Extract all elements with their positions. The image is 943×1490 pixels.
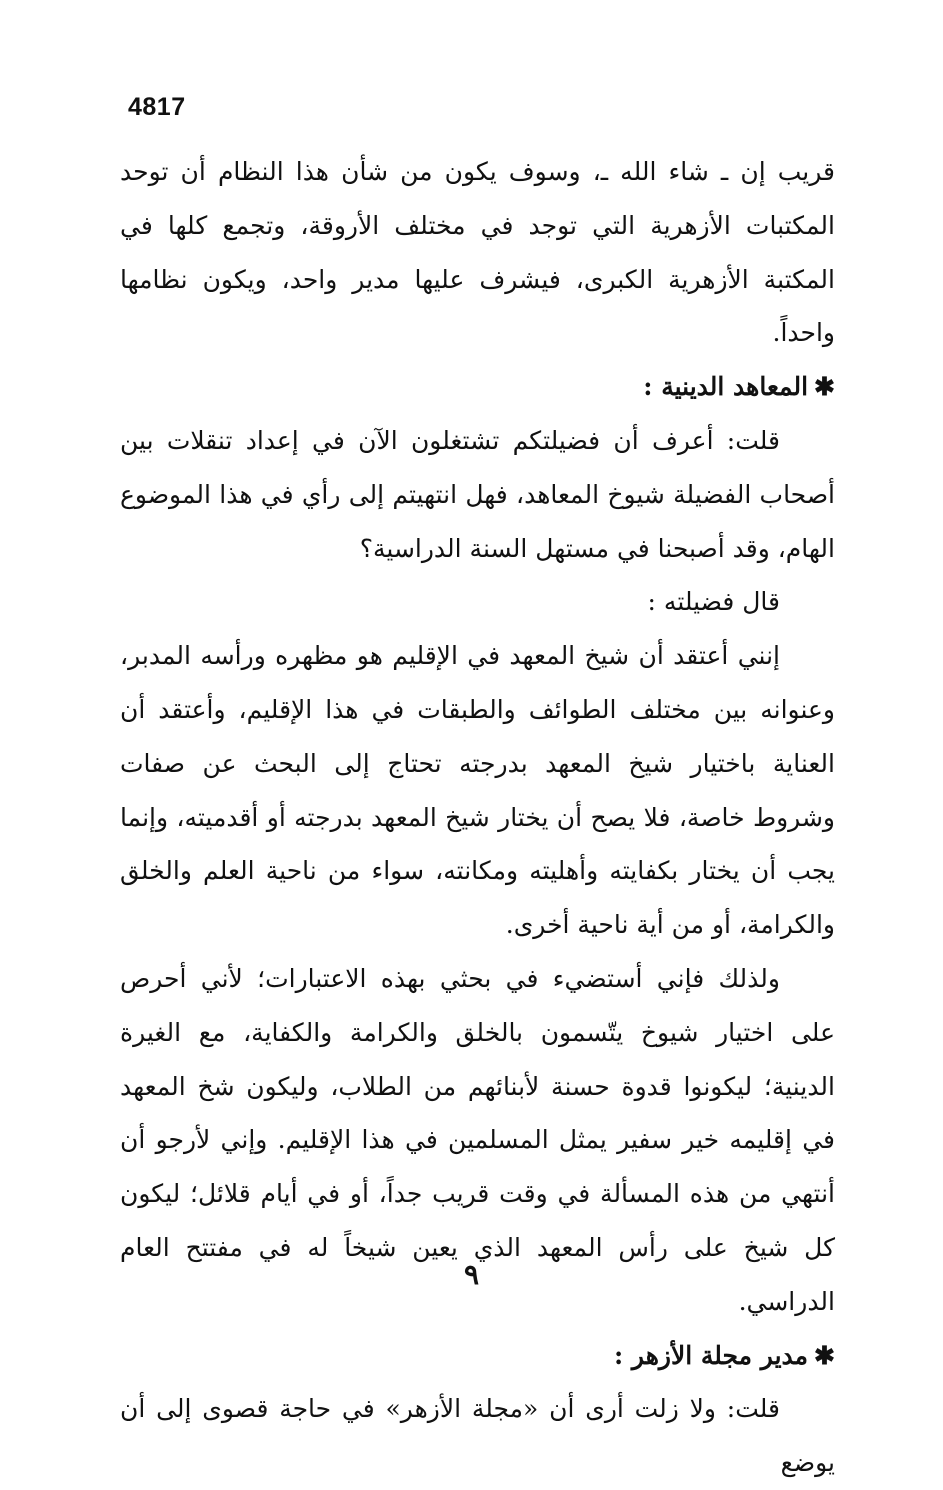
asterisk-icon: ✱	[814, 372, 835, 402]
paragraph-answer-intro: قال فضيلته :	[647, 587, 780, 617]
paragraph-question-2: قلت: ولا زلت أرى أن «مجلة الأزهر» في حاجة قصوى إلى أن يوضع	[120, 1394, 835, 1478]
section-heading-text: مدير مجلة الأزهر :	[613, 1340, 809, 1370]
paragraph-question: قلت: أعرف أن فضيلتكم تشتغلون الآن في إعداد تنقلات بين أصحاب الفضيلة شيوخ المعاهد، فهل انتهيتم إلى رأي في هذا الموضوع الهام، وقد أصبحنا في مستهل السنة الدراسية؟	[120, 425, 835, 563]
paragraph-answer-1: إنني أعتقد أن شيخ المعهد في الإقليم هو مظهره ورأسه المدبر، وعنوانه بين مختلف الطوائف والطبقات في هذا الإقليم، وأعتقد أن العناية باختيار شيخ المعهد بدرجته تحتاج إلى البحث عن صفات وشروط خاصة، فلا يصح أن يختار شيخ المعهد بدرجته أو أقدميته، وإنما يجب أن يختار بكفايته وأهليته ومكانته، سواء من ناحية العلم والخلق والكرامة، أو من أية ناحية أخرى.	[120, 641, 835, 940]
section-heading-religious-institutes	[120, 360, 835, 414]
section-heading-azhar-magazine	[120, 1329, 835, 1383]
section-heading-text: المعاهد الدينية :	[643, 372, 809, 402]
asterisk-icon: ✱	[814, 1340, 835, 1370]
paragraph-answer-2: ولذلك فإني أستضيء في بحثي بهذه الاعتبارات؛ لأني أحرص على اختيار شيوخ يتّسمون بالخلق والكرامة والكفاية، مع الغيرة الدينية؛ ليكونوا قدوة حسنة لأبنائهم من الطلاب، وليكون شخ المعهد في إقليمه خير سفير يمثل المسلمين في هذا الإقليم. وإني لأرجو أن أنتهي من هذه المسألة في وقت قريب جداً، أو في أيام قلائل؛ ليكون كل شيخ على رأس المعهد الذي يعين شيخاً له في مفتتح العام الدراسي.	[120, 963, 835, 1316]
paragraph-continuation: قريب إن ـ شاء الله ـ، وسوف يكون من شأن هذا النظام أن توحد المكتبات الأزهرية التي توجد في مختلف الأروقة، وتجمع كلها في المكتبة الأزهرية الكبرى، فيشرف عليها مدير واحد، ويكون نظامها واحداً.	[120, 157, 835, 348]
document-id-number: 4817	[128, 93, 186, 121]
page-number: ٩	[463, 1258, 480, 1291]
